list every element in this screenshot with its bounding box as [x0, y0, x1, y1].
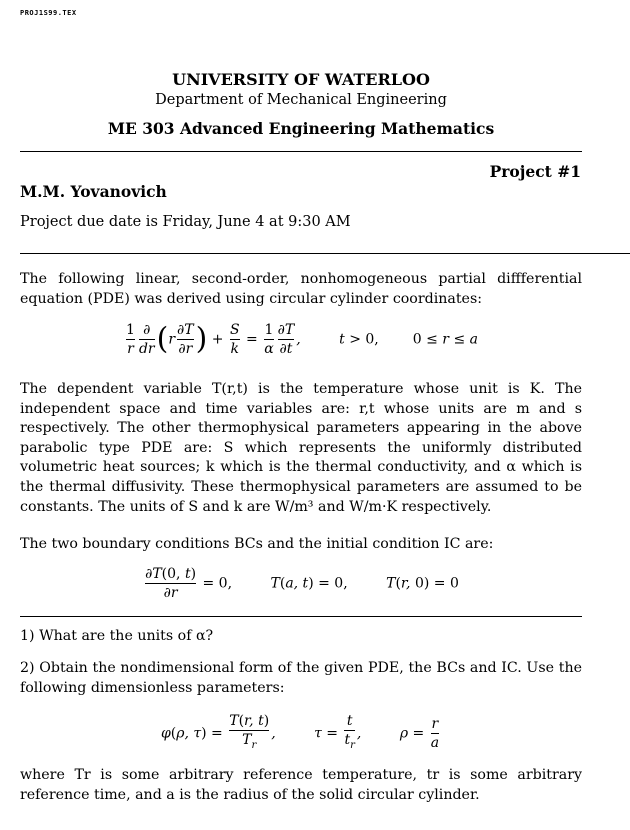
due-date: Project due date is Friday, June 4 at 9:30 AM [20, 214, 351, 230]
bc-equations: $\frac{\partial T(0, t)}{\partial r}$ = 0, T(a, t) = 0, T(r, 0) = 0 [145, 566, 459, 601]
project-number: Project #1 [489, 162, 581, 181]
description-paragraph: The dependent variable T(r,t) is the temperature whose unit is K. The independent space and time variables are: r,t whose units are m and s respectively. The other thermophysical parameters appearing in the above parabolic type PDE are: S which represents the uniformly distributed volumetric heat sources; k which is the thermal conductivity, and α which is the thermal diffusivity. These thermophysical parameters are assumed to be constants. The units of S and k are W/m³ and W/m·K respectively. [20, 381, 582, 515]
header-rule [20, 151, 582, 152]
params-equation: φ(ρ, τ) = $\frac{T(r, t)}{T_r}$ , τ = $\frac{t}{t_r}$ , ρ = $\frac{r}{a}$ [20, 712, 582, 755]
file-name: PROJ1S99.TEX [20, 9, 77, 17]
question-2: 2) Obtain the nondimensional form of the given PDE, the BCs and IC. Use the following dimensionless parameters: [20, 660, 582, 696]
section-rule [20, 253, 630, 254]
closing-paragraph: where Tr is some arbitrary reference temperature, tr is some arbitrary reference time, and a is the radius of the solid circular cylinder. [20, 767, 582, 803]
question-1: 1) What are the units of α? [20, 628, 214, 644]
intro-paragraph: The following linear, second-order, nonhomogeneous partial diffferential equation (PDE) was derived using circular cylinder coordinates: [20, 271, 582, 307]
author-name: M.M. Yovanovich [20, 182, 167, 201]
department-name: Department of Mechanical Engineering [155, 92, 447, 108]
course-title: ME 303 Advanced Engineering Mathematics [107, 119, 495, 138]
questions-rule [20, 616, 582, 617]
pde-equation: $\frac{1}{r}$ $\frac{\partial}{dr}$ (r $\frac{\partial T}{\partial r}$ ) + $\frac{S}{k}$ = $\frac{1}{\alpha}$ $\frac{\partial T}{\partial t}$ , t > 0, 0 ≤ r ≤ a [126, 321, 478, 357]
university-title: UNIVERSITY OF WATERLOO [172, 70, 430, 89]
bc-intro: The two boundary conditions BCs and the initial condition IC are: [20, 536, 494, 552]
